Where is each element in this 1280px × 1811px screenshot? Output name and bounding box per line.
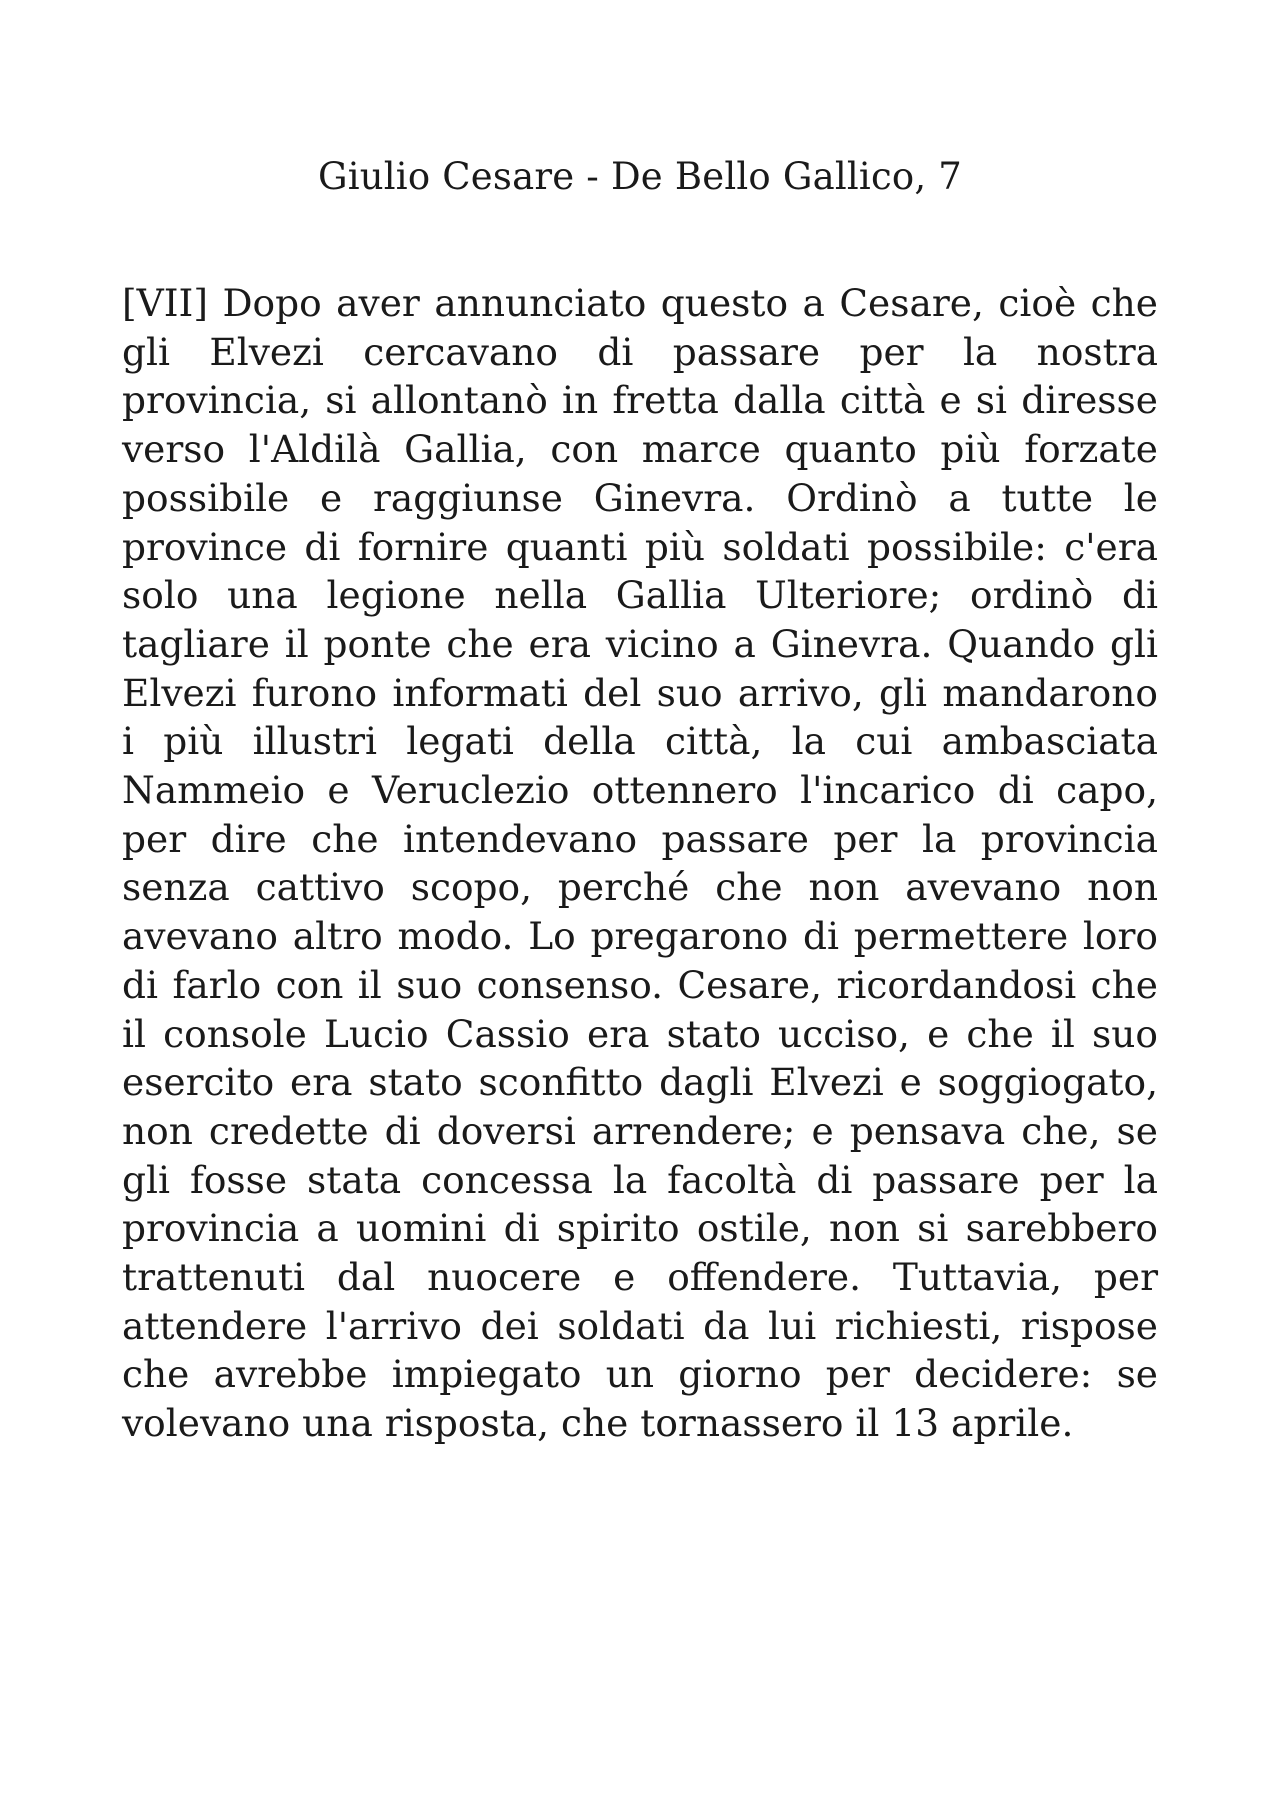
document-title: Giulio Cesare - De Bello Gallico, 7 xyxy=(317,155,963,198)
document-body-paragraph: [VII] Dopo aver annunciato questo a Cesare, cioè che gli Elvezi cercavano di passare per la nostra provincia, si allontanò in fretta dalla città e si diresse verso l'Aldilà Gallia, con marce quanto più forzate possibile e raggiunse Ginevra. Ordinò a tutte le province di fornire quanti più soldati possibile: c'era solo una legione nella Gallia Ulteriore; ordinò di tagliare il ponte che era vicino a Ginevra. Quando gli Elvezi furono informati del suo arrivo, gli mandarono i più illustri legati della città, la cui ambasciata Nammeio e Veruclezio ottennero l'incarico di capo, per dire che intendevano passare per la provincia senza cattivo scopo, perché che non avevano non avevano altro modo. Lo pregarono di permettere loro di farlo con il suo consenso. Cesare, ricordandosi che il console Lucio Cassio era stato ucciso, e che il suo esercito era stato sconfitto dagli Elvezi e soggiogato, non credette di doversi arrendere; e pensava che, se gli fosse stata concessa la facoltà di passare per la provincia a uomini di spirito ostile, non si sarebbero trattenuti dal nuocere e offendere. Tuttavia, per attendere l'arrivo dei soldati da lui richiesti, rispose che avrebbe impiegato un giorno per decidere: se volevano una risposta, che tornassero il 13 aprile. xyxy=(122,281,1158,1446)
